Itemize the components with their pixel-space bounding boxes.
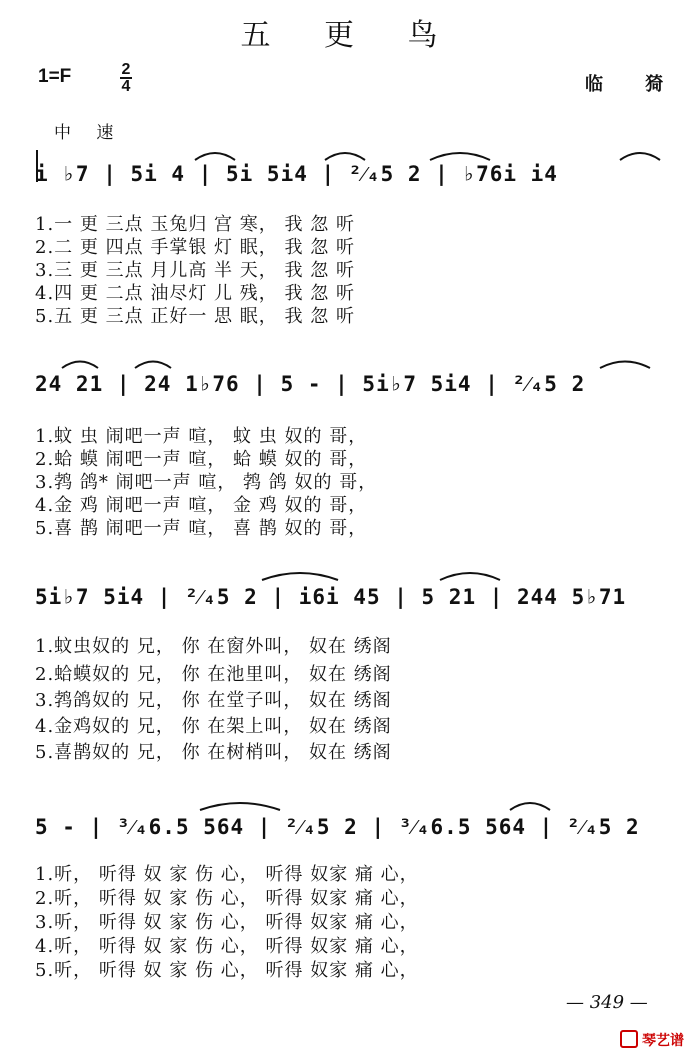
lyric-line-1-2: 2.二 更 四点 手掌银 灯 眠， 我 忽 听 — [35, 237, 355, 258]
notation-line-4: 5 - | ³⁄₄6.5 564 | ²⁄₄5 2 | ³⁄₄6.5 564 | ²⁄₄5 2 — [35, 815, 640, 839]
slur-8 — [262, 573, 338, 580]
lyric-line-2-4: 4.金 鸡 闹吧一声 喧， 金 鸡 奴的 哥， — [35, 495, 368, 516]
notation-line-2: 24 21 | 24 1♭76 | 5 - | 5i♭7 5i4 | ²⁄₄5 2 — [35, 372, 586, 396]
time-signature-top: 2 — [121, 61, 131, 78]
tempo-marking: 中 速 — [54, 123, 124, 143]
lyric-line-3-5: 5.喜鹊奴的 兄， 你 在树梢叫， 奴在 绣阁 — [35, 742, 392, 763]
lyric-line-2-1: 1.蚊 虫 闹吧一声 喧， 蚊 虫 奴的 哥， — [35, 426, 368, 447]
notation-line-1: i ♭7 | 5i 4 | 5i 5i4 | ²⁄₄5 2 | ♭76i i4 — [35, 162, 558, 186]
lyric-line-4-1: 1.听， 听得 奴 家 伤 心， 听得 奴家 痛 心， — [35, 864, 419, 885]
lyric-line-4-4: 4.听， 听得 奴 家 伤 心， 听得 奴家 痛 心， — [35, 936, 419, 957]
lyric-line-4-3: 3.听， 听得 奴 家 伤 心， 听得 奴家 痛 心， — [35, 912, 419, 933]
slur-3 — [430, 153, 490, 160]
lyric-line-1-5: 5.五 更 三点 正好一 思 眠， 我 忽 听 — [35, 306, 355, 327]
lyric-line-3-1: 1.蚊虫奴的 兄， 你 在窗外叫， 奴在 绣阁 — [35, 636, 392, 657]
slur-11 — [510, 803, 550, 810]
slur-5 — [62, 362, 98, 369]
slur-10 — [200, 803, 280, 810]
slur-2 — [325, 153, 365, 160]
notation-line-3: 5i♭7 5i4 | ²⁄₄5 2 | i6i 45 | 5 21 | 244 5♭71 — [35, 585, 627, 609]
lyric-line-3-3: 3.鹁鸽奴的 兄， 你 在堂子叫， 奴在 绣阁 — [35, 690, 392, 711]
slur-7 — [600, 362, 650, 369]
lyric-line-1-3: 3.三 更 三点 月儿高 半 天， 我 忽 听 — [35, 260, 355, 281]
lyric-line-2-3: 3.鹁 鸽* 闹吧一声 喧， 鹁 鸽 奴的 哥， — [35, 472, 378, 493]
key-signature: 1=F — [38, 66, 72, 87]
lyric-line-2-5: 5.喜 鹊 闹吧一声 喧， 喜 鹊 奴的 哥， — [35, 518, 368, 539]
slur-4 — [620, 153, 660, 160]
lyric-line-2-2: 2.蛤 蟆 闹吧一声 喧， 蛤 蟆 奴的 哥， — [35, 449, 368, 470]
lyric-line-1-1: 1.一 更 三点 玉兔归 宫 寒， 我 忽 听 — [35, 214, 355, 235]
lyric-line-3-4: 4.金鸡奴的 兄， 你 在架上叫， 奴在 绣阁 — [35, 716, 392, 737]
time-signature-bottom: 4 — [121, 78, 131, 95]
lyric-line-4-5: 5.听， 听得 奴 家 伤 心， 听得 奴家 痛 心， — [35, 960, 419, 981]
lyric-line-4-2: 2.听， 听得 奴 家 伤 心， 听得 奴家 痛 心， — [35, 888, 419, 909]
page-number: — 349 — — [566, 992, 648, 1013]
slur-9 — [440, 573, 500, 580]
song-origin: 临 猗 — [585, 74, 682, 95]
lyric-line-1-4: 4.四 更 二点 油尽灯 儿 残， 我 忽 听 — [35, 283, 355, 304]
slur-1 — [195, 153, 235, 160]
song-title: 五 更 鸟 — [240, 18, 460, 53]
slur-6 — [135, 362, 171, 369]
lyric-line-3-2: 2.蛤蟆奴的 兄， 你 在池里叫， 奴在 绣阁 — [35, 664, 392, 685]
watermark-text: 琴艺谱 — [642, 1033, 684, 1049]
